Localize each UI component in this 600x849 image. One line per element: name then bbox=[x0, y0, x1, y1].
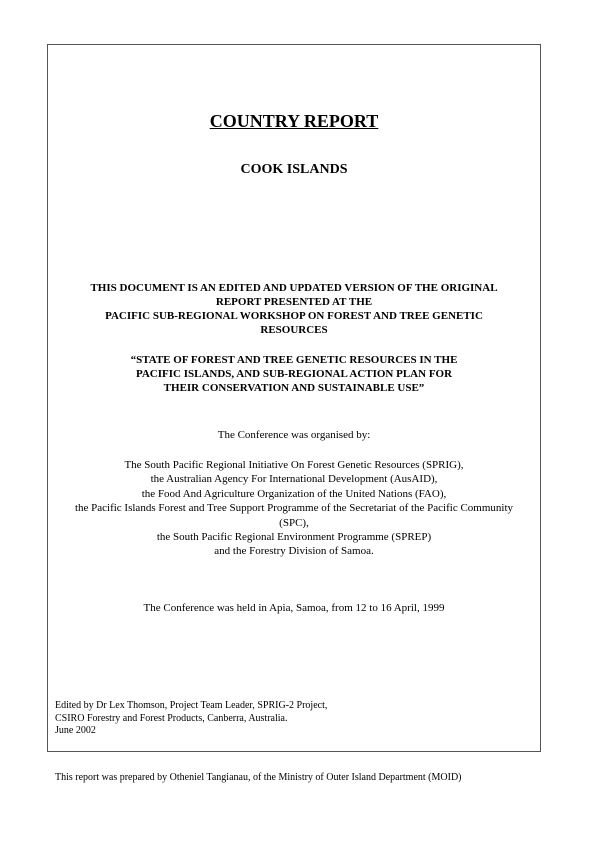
intro-line: THIS DOCUMENT IS AN EDITED AND UPDATED VERSION OF THE ORIGINAL bbox=[90, 282, 498, 294]
editor-credits bbox=[55, 700, 327, 738]
report-cover-border bbox=[47, 44, 541, 752]
organisers-list bbox=[47, 458, 541, 559]
quote-line: PACIFIC ISLANDS, AND SUB-REGIONAL ACTION PLAN FOR bbox=[135, 368, 453, 380]
organiser-line: the Food And Agriculture Organization of the United Nations (FAO), bbox=[141, 487, 447, 500]
organiser-line: and the Forestry Division of Samoa. bbox=[214, 545, 374, 558]
workshop-title-quote bbox=[47, 353, 541, 395]
prepared-by-footer: This report was prepared by Otheniel Tangianau, of the Ministry of Outer Island Department (MOID) bbox=[55, 772, 462, 783]
organiser-line: (SPC), bbox=[279, 516, 309, 529]
organiser-line: the South Pacific Regional Environment Programme (SPREP) bbox=[156, 531, 432, 544]
editor-line: June 2002 bbox=[55, 725, 96, 737]
quote-line: “STATE OF FOREST AND TREE GENETIC RESOURCES IN THE bbox=[130, 354, 458, 366]
conference-location-date: The Conference was held in Apia, Samoa, from 12 to 16 April, 1999 bbox=[143, 602, 445, 614]
editor-line: Edited by Dr Lex Thomson, Project Team Leader, SPRIG-2 Project, bbox=[55, 700, 328, 711]
quote-line: THEIR CONSERVATION AND SUSTAINABLE USE” bbox=[163, 382, 425, 394]
editor-line: CSIRO Forestry and Forest Products, Canberra, Australia. bbox=[55, 712, 288, 724]
organiser-line: the Australian Agency For International Development (AusAID), bbox=[150, 473, 438, 486]
organiser-line: the Pacific Islands Forest and Tree Support Programme of the Secretariat of the Pacific Community bbox=[74, 502, 514, 515]
intro-line: PACIFIC SUB-REGIONAL WORKSHOP ON FOREST AND TREE GENETIC bbox=[105, 310, 483, 322]
organised-by-heading: The Conference was organised by: bbox=[217, 429, 371, 441]
page-title: COUNTRY REPORT bbox=[209, 111, 379, 131]
country-subtitle: COOK ISLANDS bbox=[240, 162, 348, 177]
intro-statement bbox=[47, 281, 541, 337]
intro-line: RESOURCES bbox=[260, 324, 328, 336]
organiser-line: The South Pacific Regional Initiative On Forest Genetic Resources (SPRIG), bbox=[124, 459, 464, 471]
intro-line: REPORT PRESENTED AT THE bbox=[215, 296, 373, 308]
